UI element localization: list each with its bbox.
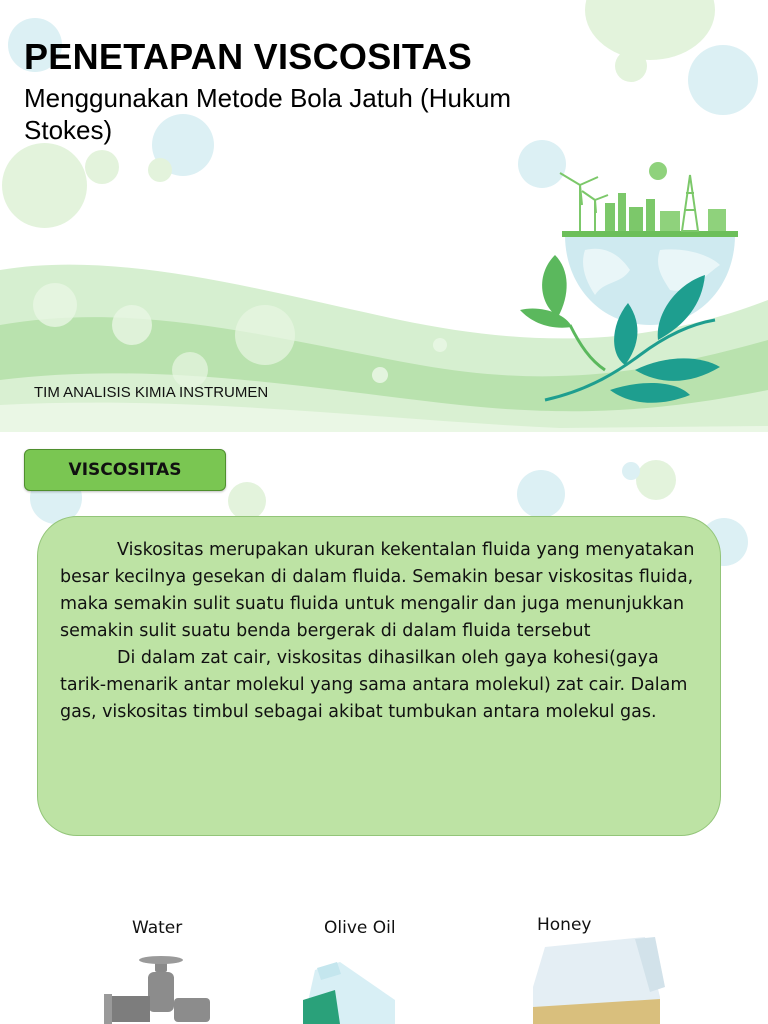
slide-subtitle: Menggunakan Metode Bola Jatuh (Hukum Stokes) — [24, 83, 512, 145]
bg-bubble — [85, 150, 119, 184]
slide-title: PENETAPAN VISCOSITAS — [24, 36, 473, 77]
fluid-label-honey: Honey — [537, 915, 592, 935]
paragraph: Viskositas merupakan ukuran kekentalan fluida yang menyatakan besar kecilnya gesekan di dalam fluida. Semakin besar viskositas fluida, maka semakin sulit suatu fluida untuk mengalir dan juga menunjukkan semakin sulit suatu benda bergerak di dalam fluida tersebut — [60, 540, 695, 641]
bg-bubble — [148, 158, 172, 182]
bg-bubble — [688, 45, 758, 115]
fluid-label-olive-oil: Olive Oil — [324, 918, 396, 938]
oil-bottle-icon — [295, 960, 405, 1024]
honey-jar-icon — [525, 937, 675, 1024]
content-slide — [0, 432, 768, 1024]
bg-bubble — [228, 482, 266, 520]
bg-bubble — [585, 0, 715, 60]
bg-bubble — [636, 460, 676, 500]
eco-globe-illustration — [510, 155, 750, 415]
bg-bubble — [615, 50, 647, 82]
faucet-icon — [100, 952, 220, 1024]
bg-bubble — [2, 143, 87, 228]
section-label: VISCOSITAS — [24, 449, 226, 491]
paragraph: Di dalam zat cair, viskositas dihasilkan oleh gaya kohesi(gaya tarik-menarik antar molekul yang sama antara molekul) zat cair. Dalam gas, viskositas timbul sebagai akibat tumbukan antara molekul gas. — [60, 648, 688, 722]
title-slide — [0, 0, 768, 432]
bg-bubble — [622, 462, 640, 480]
bg-bubble — [517, 470, 565, 518]
team-name: TIM ANALISIS KIMIA INSTRUMEN — [34, 384, 269, 401]
definition-textbox — [37, 516, 721, 836]
fluid-label-water: Water — [132, 918, 183, 938]
